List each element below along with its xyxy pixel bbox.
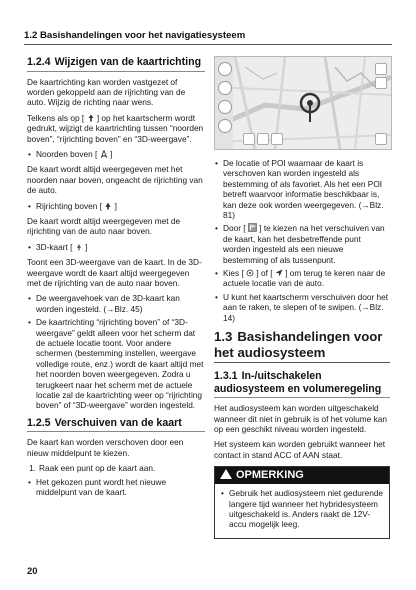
heading-up-icon bbox=[104, 202, 112, 210]
text-run: ] of [ bbox=[256, 268, 273, 279]
map-compass-control[interactable] bbox=[243, 133, 255, 145]
map-zoom-button[interactable] bbox=[218, 100, 232, 114]
caution-title: OPMERKING bbox=[236, 469, 304, 482]
map-screenshot-figure bbox=[214, 56, 392, 150]
text-run: ] bbox=[109, 148, 113, 159]
map-3d-control[interactable] bbox=[257, 133, 269, 145]
crosshair-icon bbox=[246, 269, 254, 277]
paragraph: De kaart wordt altijd weergegeven met het noorden naar boven, ongeacht de rijrichting van de auto. bbox=[27, 164, 203, 196]
map-destination-button[interactable] bbox=[218, 81, 232, 95]
bullet-list bbox=[27, 149, 205, 159]
text-run: ] bbox=[114, 200, 117, 211]
paragraph bbox=[27, 113, 205, 144]
paragraph: De kaartrichting kan worden vastgezet of worden gekoppeld aan de rijrichting van de auto. Wijzig de richting naar wens. bbox=[27, 76, 186, 108]
list-item: • De locatie of POI waarnaar de kaart is verschoven kan worden ingesteld als bestemming of als favoriet. Als het een POI betreft waarvoor informatie beschikbaar is, kan deze ook worden weergegeven. (→Blz. 81) bbox=[214, 158, 390, 220]
list-item bbox=[27, 201, 205, 211]
list-item bbox=[27, 149, 205, 159]
section-1-2-5-heading bbox=[27, 417, 205, 433]
section-number: 1.2.5 bbox=[27, 416, 51, 429]
section-title: In-/uitschakelen audiosysteem en volumeregeling bbox=[214, 370, 382, 395]
section-number: 1.3.1 bbox=[214, 370, 238, 383]
step-number: 1. bbox=[29, 463, 36, 474]
warning-triangle-icon bbox=[220, 469, 232, 479]
text-run: ] om terug te keren naar de actuele locatie van de auto. bbox=[223, 268, 386, 289]
list-item: • Gebruik het audiosysteem niet gedurende langere tijd wanneer het hybridesysteem uitgeschakeld is. Anders raakt de 12V-accu mogelijk leeg. bbox=[220, 488, 384, 530]
map-menu-button[interactable] bbox=[218, 62, 232, 76]
list-item bbox=[27, 242, 205, 252]
section-1-3-heading bbox=[214, 329, 390, 363]
list-item: • De kaartrichting “rijrichting boven” of “3D-weergave” geldt alleen voor het scherm dat de actuele locatie toont. Voor andere schermen (bestemming instellen, weergave volledige route, enz.) wordt de kaart altijd met het noorden boven weergegeven. Zodra u terugkeert naar het scherm met de actuele locatie zal de kaartrichting weer op “rijrichting boven” of “3D-weergave” worden ingesteld. bbox=[27, 317, 205, 411]
caution-header bbox=[215, 467, 389, 484]
section-1-3-1-heading bbox=[214, 370, 390, 398]
caution-box bbox=[214, 466, 390, 539]
map-drawing bbox=[215, 57, 391, 149]
text-run: Rijrichting boven [ bbox=[36, 200, 102, 211]
heading-arrow-icon bbox=[87, 114, 95, 122]
map-list-control[interactable] bbox=[271, 133, 283, 145]
map-location-button[interactable] bbox=[218, 119, 232, 133]
text-run: ] op het kaartscherm wordt gedrukt, wijzigt de kaartrichting tussen “noorden boven”, “rijrichting boven” en “3D-weergave”. bbox=[27, 112, 204, 144]
map-settings-control[interactable] bbox=[375, 133, 387, 145]
section-title: Basishandelingen voor het audiosysteem bbox=[214, 329, 383, 360]
paragraph: Het systeem kan worden gebruikt wanneer het contact in stand ACC of AAN staat. bbox=[214, 439, 386, 460]
text-run: Door [ bbox=[223, 223, 246, 234]
list-item bbox=[214, 268, 390, 289]
bullet-list bbox=[27, 201, 205, 211]
left-column bbox=[27, 56, 205, 502]
section-title: Verschuiven van de kaart bbox=[54, 416, 182, 429]
text-run: ] te kiezen na het verschuiven van de kaart, kan het desbetreffende punt worden ingesteld als een nieuwe bestemming of als tussenpunt. bbox=[223, 223, 385, 265]
list-item: • Het gekozen punt wordt het nieuwe middelpunt van de kaart. bbox=[27, 477, 205, 498]
bullet-list bbox=[27, 293, 205, 410]
bullet-list bbox=[220, 488, 384, 530]
page-number: 20 bbox=[27, 566, 38, 577]
bullet-list bbox=[27, 477, 205, 498]
caution-body bbox=[215, 484, 389, 538]
paragraph: De kaart wordt altijd weergegeven met de rijrichting van de auto naar boven. bbox=[27, 215, 181, 237]
section-number: 1.2.4 bbox=[27, 56, 51, 68]
text-run: 3D-kaart [ bbox=[36, 241, 73, 252]
text-run: Kies [ bbox=[223, 268, 244, 279]
3d-arrow-icon bbox=[75, 243, 83, 251]
section-title: Wijzigen van de kaartrichting bbox=[54, 56, 202, 68]
bullet-list bbox=[214, 158, 390, 323]
bullet-list bbox=[27, 242, 205, 252]
step-item bbox=[27, 463, 205, 473]
text-run: ] bbox=[85, 241, 88, 252]
map-zoom-out-control[interactable] bbox=[375, 77, 387, 89]
step-list bbox=[27, 463, 205, 473]
list-item: • U kunt het kaartscherm verschuiven door het aan te raken, te slepen of te swipen. (→Blz. 14) bbox=[214, 292, 390, 323]
list-item: • De weergavehoek van de 3D-kaart kan worden ingesteld. (→Blz. 45) bbox=[27, 293, 205, 314]
list-item bbox=[214, 223, 390, 265]
map-zoom-in-control[interactable] bbox=[375, 63, 387, 75]
destination-flag-icon bbox=[248, 223, 257, 232]
section-number: 1.3 bbox=[214, 329, 233, 345]
right-column bbox=[214, 56, 390, 539]
step-text: Raak een punt op de kaart aan. bbox=[39, 463, 156, 474]
navigation-arrow-icon bbox=[275, 269, 283, 277]
text-run: Noorden boven [ bbox=[36, 148, 98, 159]
paragraph: De kaart kan worden verschoven door een nieuw middelpunt te kiezen. bbox=[27, 437, 184, 458]
paragraph: Toont een 3D-weergave van de kaart. In de 3D-weergave wordt de kaart altijd weergegeven met de rijrichting van de auto naar boven. bbox=[27, 257, 202, 288]
running-head: 1.2 Basishandelingen voor het navigatiesysteem bbox=[24, 30, 392, 45]
text-run: Telkens als op [ bbox=[27, 112, 85, 123]
north-arrow-icon bbox=[100, 150, 108, 158]
section-1-2-4-heading bbox=[27, 56, 205, 72]
paragraph: Het audiosysteem kan worden uitgeschakeld wanneer dit niet in gebruik is of het volume kan op een geschikt niveau worden ingesteld. bbox=[214, 403, 387, 434]
